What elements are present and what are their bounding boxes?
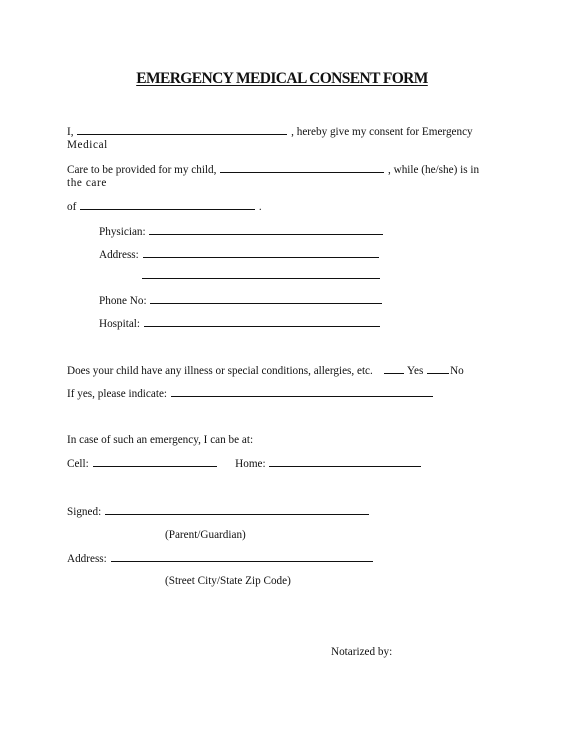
consent-line-wrap: Medical — [67, 139, 108, 151]
physician-address-blank-2[interactable] — [142, 268, 380, 279]
of-prefix: of — [67, 201, 77, 213]
physician-label: Physician: — [99, 226, 146, 238]
cell-blank[interactable] — [93, 456, 217, 467]
illness-question-row — [67, 363, 464, 378]
of-suffix: . — [258, 201, 262, 213]
illness-question: Does your child have any illness or special conditions, allergies, etc. — [67, 365, 373, 377]
consent-line — [67, 124, 473, 139]
child-name-blank[interactable] — [220, 162, 384, 173]
signed-label: Signed: — [67, 506, 102, 518]
signed-row — [67, 504, 370, 519]
phone-row — [99, 293, 383, 308]
consent-name-blank[interactable] — [77, 124, 287, 135]
care-line-wrap: the care — [67, 177, 107, 189]
hospital-blank[interactable] — [144, 316, 380, 327]
consent-line-suffix: , hereby give my consent for Emergency — [291, 126, 473, 138]
physician-address-row — [99, 247, 380, 262]
care-line-suffix: , while (he/she) is in — [388, 164, 480, 176]
caregiver-blank[interactable] — [80, 199, 255, 210]
signature-blank[interactable] — [105, 504, 369, 515]
physician-address-blank[interactable] — [143, 247, 379, 258]
indicate-row — [67, 386, 434, 401]
indicate-label: If yes, please indicate: — [67, 388, 168, 400]
care-line-prefix: Care to be provided for my child, — [67, 164, 217, 176]
home-label: Home: — [235, 458, 266, 470]
guardian-address-row — [67, 551, 374, 566]
hospital-label: Hospital: — [99, 318, 141, 330]
no-label: No — [450, 365, 464, 377]
phone-blank[interactable] — [150, 293, 382, 304]
physician-address-label: Address: — [99, 249, 139, 261]
yes-blank[interactable] — [384, 363, 404, 374]
guardian-address-blank[interactable] — [111, 551, 373, 562]
cell-label: Cell: — [67, 458, 89, 470]
physician-row — [99, 224, 384, 239]
contact-phones-row — [67, 456, 422, 471]
form-title: EMERGENCY MEDICAL CONSENT FORM — [136, 70, 428, 87]
of-line — [67, 199, 262, 214]
street-caption: (Street City/State Zip Code) — [165, 575, 291, 587]
parent-guardian-caption: (Parent/Guardian) — [165, 529, 246, 541]
consent-line-prefix: I, — [67, 126, 74, 138]
indicate-blank[interactable] — [171, 386, 433, 397]
hospital-row — [99, 316, 381, 331]
yes-label: Yes — [407, 365, 424, 377]
physician-blank[interactable] — [149, 224, 383, 235]
notarized-label: Notarized by: — [331, 646, 393, 658]
phone-label: Phone No: — [99, 295, 147, 307]
physician-address-row-2 — [141, 268, 381, 283]
home-blank[interactable] — [269, 456, 421, 467]
guardian-address-label: Address: — [67, 553, 107, 565]
no-blank[interactable] — [427, 363, 449, 374]
care-line — [67, 162, 479, 177]
emergency-contact-intro: In case of such an emergency, I can be at: — [67, 434, 254, 446]
